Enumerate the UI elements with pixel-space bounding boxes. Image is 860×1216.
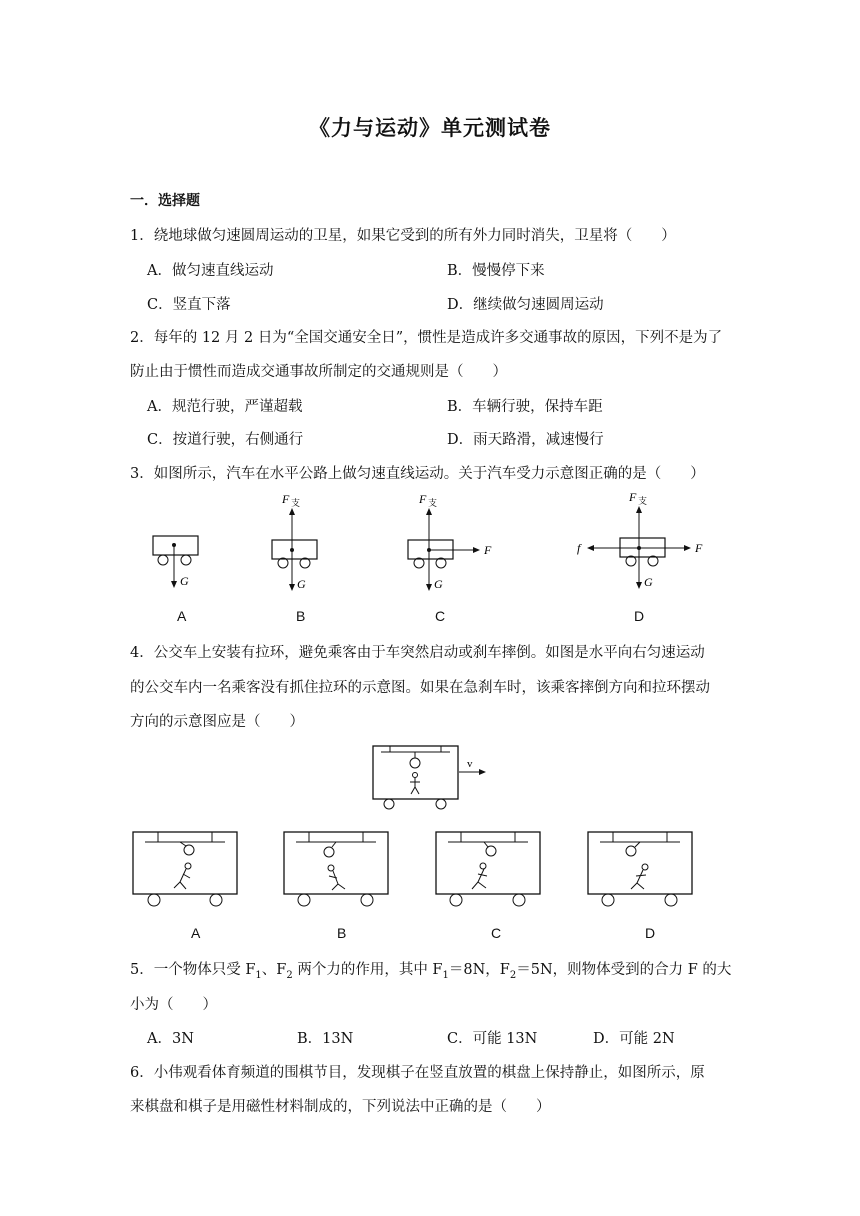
q3-label-d[interactable]: D [634, 608, 645, 624]
q3-label-b[interactable]: B [296, 608, 306, 624]
q3-stem: 3．如图所示，汽车在水平公路上做匀速直线运动。关于汽车受力示意图正确的是（ ） [130, 466, 705, 482]
q4-label-d[interactable]: D [645, 925, 656, 941]
q3-c-gravity-label: G [434, 577, 443, 591]
q6-stem-line1: 6．小伟观看体育频道的围棋节目，发现棋子在竖直放置的棋盘上保持静止，如图所示，原 [130, 1065, 705, 1081]
q3-label-c[interactable]: C [435, 608, 446, 624]
q5-option-d[interactable]: D．可能 2N [593, 1031, 675, 1047]
q5-option-b[interactable]: B．13N [297, 1031, 354, 1047]
q3-d-gravity-label: G [644, 575, 653, 589]
q3-b-support-sub: 支 [291, 498, 301, 508]
q3-a-gravity-label: G [180, 574, 189, 588]
q2-stem-line2: 防止由于惯性而造成交通事故所制定的交通规则是（ ） [130, 364, 507, 380]
section-heading: 一．选择题 [130, 193, 200, 209]
q4-stem-line3: 方向的示意图应是（ ） [130, 714, 304, 730]
q4-label-b[interactable]: B [337, 925, 347, 941]
q4-stem-line2: 的公交车内一名乘客没有抓住拉环的示意图。如果在急刹车时，该乘客摔倒方向和拉环摆动 [130, 680, 710, 696]
q5-option-c[interactable]: C．可能 13N [447, 1031, 538, 1047]
q3-d-traction-label: F [695, 541, 703, 555]
q5-option-a[interactable]: A．3N [147, 1031, 194, 1047]
q2-stem-line1: 2．每年的 12 月 2 日为“全国交通安全日”，惯性是造成许多交通事故的原因，下列不是为了 [130, 330, 723, 346]
q2-option-c[interactable]: C．按道行驶，右侧通行 [147, 432, 304, 448]
q1-option-c[interactable]: C．竖直下落 [147, 297, 231, 313]
q4-bus-c[interactable] [436, 832, 540, 906]
q3-c-traction-label: F [484, 543, 492, 557]
q2-option-b[interactable]: B．车辆行驶，保持车距 [447, 399, 603, 415]
q4-velocity-label: v [467, 758, 473, 770]
q3-c-support-sub: 支 [428, 498, 438, 508]
q5-stem-line1: 5．一个物体只受 $F_1$、$F_2$ 两个力的作用，其中 $F_1=8N$，$F_2=5N$，则物体受到的合力 F 的大 [130, 962, 732, 981]
q4-bus-b[interactable] [284, 832, 388, 906]
q1-stem: 1．绕地球做匀速圆周运动的卫星，如果它受到的所有外力同时消失，卫星将（ ） [130, 228, 676, 244]
q3-d-support-sub: 支 [638, 496, 648, 506]
q3-b-gravity-label: G [297, 577, 306, 591]
q4-reference-bus [373, 746, 485, 809]
q3-label-a[interactable]: A [177, 608, 187, 624]
q2-option-a[interactable]: A．规范行驶，严谨超载 [147, 399, 303, 415]
q6-stem-line2: 来棋盘和棋子是用磁性材料制成的，下列说法中正确的是（ ） [130, 1099, 551, 1115]
q2-option-d[interactable]: D．雨天路滑，减速慢行 [447, 432, 604, 448]
page-title: 《力与运动》单元测试卷 [309, 115, 551, 140]
q4-label-c[interactable]: C [491, 925, 502, 941]
q4-bus-a[interactable] [133, 832, 237, 906]
q4-label-a[interactable]: A [191, 925, 201, 941]
q3-b-support-label: F [282, 492, 290, 506]
q5-stem-line2: 小为（ ） [130, 997, 217, 1013]
q4-bus-d[interactable] [588, 832, 692, 906]
q3-d-friction-label: f [577, 541, 581, 555]
q1-option-a[interactable]: A．做匀速直线运动 [147, 263, 274, 279]
q4-stem-line1: 4．公交车上安装有拉环，避免乘客由于车突然启动或刹车摔倒。如图是水平向右匀速运动 [130, 645, 705, 661]
q1-option-d[interactable]: D．继续做匀速圆周运动 [447, 297, 604, 313]
q3-d-support-label: F [629, 490, 637, 504]
q3-c-support-label: F [419, 492, 427, 506]
q1-option-b[interactable]: B．慢慢停下来 [447, 263, 545, 279]
